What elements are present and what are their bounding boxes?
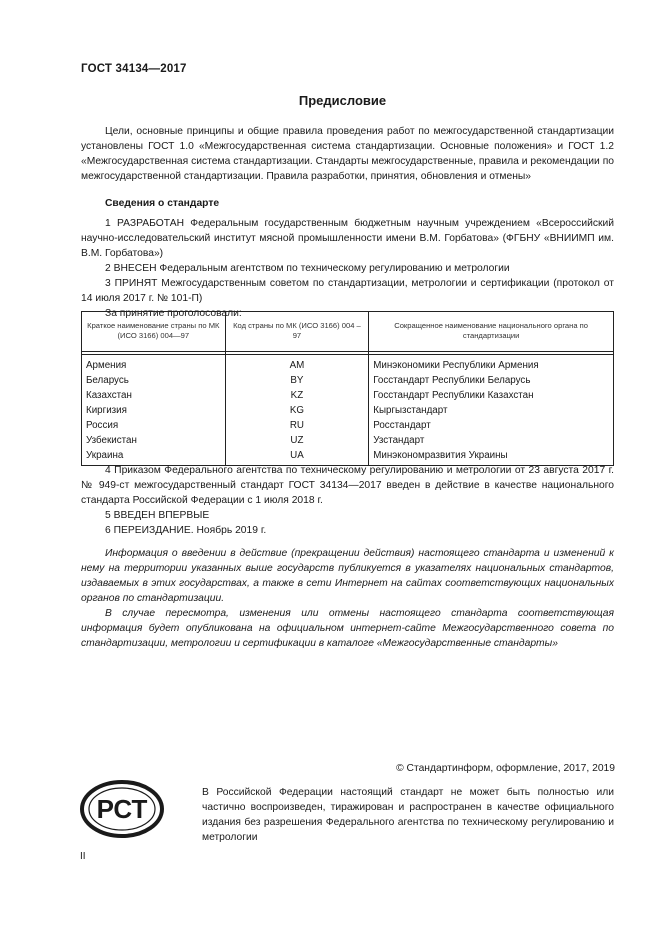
item-2: 2 ВНЕСЕН Федеральным агентством по техническому регулированию и метрологии (105, 263, 510, 274)
code-cell: AM (225, 355, 369, 374)
standard-info-block (81, 196, 614, 321)
intro-paragraph: Цели, основные принципы и общие правила проведения работ по межгосударственной стандартизации установлены ГОСТ 1.0 «Межгосударственная система стандартизации. Основные положения» и ГОСТ 1.2 «Межгосударственная система стандартизации. Стандарты межгосударственные, правила и рекомендации по межгосударственной стандартизации. Правила разработки, принятия, обновления и отмены» (81, 126, 614, 182)
item-5: 5 ВВЕДЕН ВПЕРВЫЕ (105, 510, 210, 521)
publication-info (81, 546, 614, 651)
item-4: 4 Приказом Федерального агентства по техническому регулированию и метрологии от 23 августа 2017 г. № 949-ст межгосударственный стандарт ГОСТ 34134—2017 введен в действие в качестве национального стандарта Российской Федерации с 1 июля 2018 г. (81, 465, 614, 506)
col-header-code: Код страны по МК (ИСО 3166) 004 – 97 (225, 312, 369, 352)
table-row (82, 388, 614, 403)
country-cell: Узбекистан (82, 433, 226, 448)
document-header: ГОСТ 34134—2017 (81, 63, 187, 75)
voted-label: За принятие проголосовали: (105, 308, 242, 319)
country-cell: Россия (82, 418, 226, 433)
code-cell: KG (225, 403, 369, 418)
table-header-row (82, 312, 614, 352)
body-cell: Госстандарт Республики Беларусь (369, 373, 614, 388)
body-cell: Минэкономики Республики Армения (369, 355, 614, 374)
body-cell: Узстандарт (369, 433, 614, 448)
country-cell: Украина (82, 448, 226, 466)
code-cell: UA (225, 448, 369, 466)
notice-text: В Российской Федерации настоящий стандарт не может быть полностью или частично воспроизведен, тиражирован и распространен в качестве официального издания без разрешения Федерального агентства по техническому регулированию и метрологии (202, 787, 614, 843)
copyright-line: © Стандартинформ, оформление, 2017, 2019 (396, 763, 615, 774)
body-cell: Кыргызстандарт (369, 403, 614, 418)
section-heading: Сведения о стандарте (105, 198, 220, 209)
rst-logo (80, 780, 164, 838)
body-cell: Госстандарт Республики Казахстан (369, 388, 614, 403)
country-cell: Киргизия (82, 403, 226, 418)
voting-table (81, 311, 614, 466)
country-cell: Казахстан (82, 388, 226, 403)
svg-text:РСТ: РСТ (96, 794, 148, 824)
body-cell: Минэкономразвития Украины (369, 448, 614, 466)
info-paragraph-2: В случае пересмотра, изменения или отмены настоящего стандарта соответствующая информация будет опубликована на официальном интернет-сайте Межгосударственного совета по стандартизации, метрологии и сертификации в каталоге «Межгосударственные стандарты» (81, 608, 614, 649)
rst-logo-icon (80, 780, 164, 838)
item-1: 1 РАЗРАБОТАН Федеральным государственным бюджетным научным учреждением «Всероссийский научно-исследовательский институт мясной промышленности имени В.М. Горбатова» (ФГБНУ «ВНИИМП им. В.М. Горбатова») (81, 218, 614, 259)
adoption-block (81, 463, 614, 538)
table-row (82, 433, 614, 448)
copyright-notice (202, 785, 614, 845)
page-number: II (80, 851, 86, 862)
code-cell: BY (225, 373, 369, 388)
country-cell: Армения (82, 355, 226, 374)
col-header-country: Краткое наименование страны по МК (ИСО 3166) 004—97 (82, 312, 226, 352)
page-title: Предисловие (298, 93, 387, 108)
country-cell: Беларусь (82, 373, 226, 388)
table-row (82, 403, 614, 418)
code-cell: RU (225, 418, 369, 433)
code-cell: UZ (225, 433, 369, 448)
table-row (82, 418, 614, 433)
table-row (82, 355, 614, 374)
foreword-intro (81, 124, 614, 184)
code-cell: KZ (225, 388, 369, 403)
item-3: 3 ПРИНЯТ Межгосударственным советом по стандартизации, метрологии и сертификации (протокол от 14 июля 2017 г. № 101-П) (81, 278, 614, 304)
item-6: 6 ПЕРЕИЗДАНИЕ. Ноябрь 2019 г. (105, 525, 267, 536)
info-paragraph-1: Информация о введении в действие (прекращении действия) настоящего стандарта и изменений к нему на территории указанных выше государств публикуется в указателях национальных стандартов, издаваемых в этих государствах, а также в сети Интернет на сайтах соответствующих национальных органов по стандартизации. (81, 548, 614, 604)
body-cell: Росстандарт (369, 418, 614, 433)
col-header-body: Сокращенное наименование национального органа по стандартизации (369, 312, 614, 352)
table-row (82, 373, 614, 388)
